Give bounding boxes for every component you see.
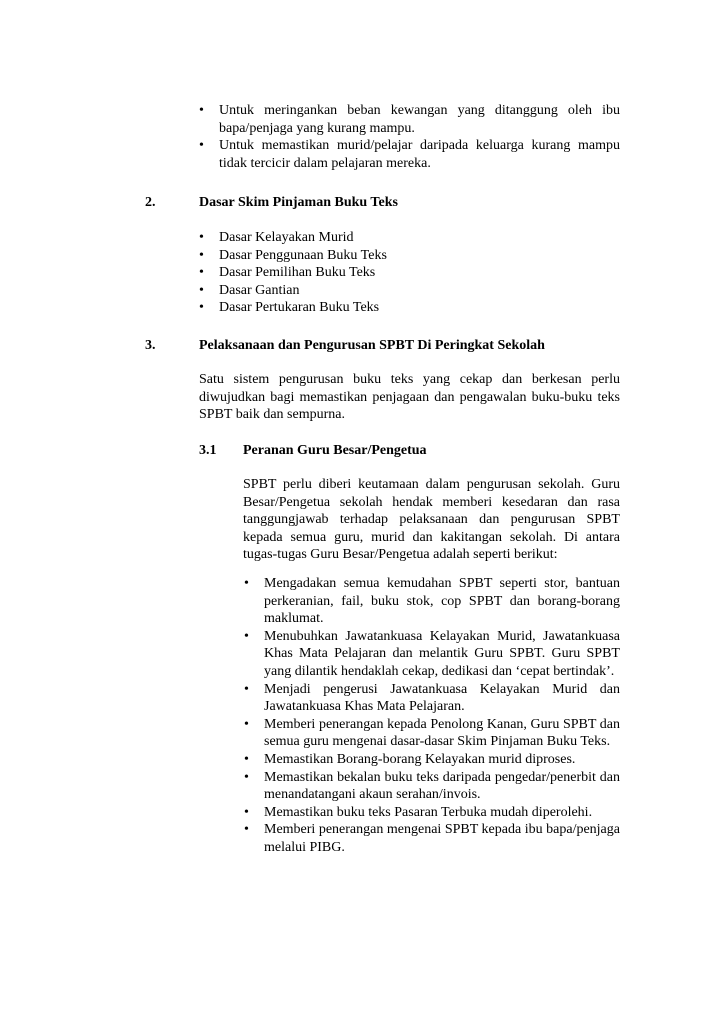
dasar-list	[197, 229, 497, 317]
list-item: • Memastikan Borang-borang Kelayakan murid diproses.	[242, 751, 620, 769]
subsection-number: 3.1	[199, 443, 217, 458]
list-item: • Memastikan buku teks Pasaran Terbuka mudah diperolehi.	[242, 804, 620, 822]
section-number: 3.	[145, 338, 156, 353]
section-heading: Pelaksanaan dan Pengurusan SPBT Di Peringkat Sekolah	[199, 338, 545, 353]
subsection-heading: Peranan Guru Besar/Pengetua	[243, 443, 427, 458]
list-item: • Menubuhkan Jawatankuasa Kelayakan Murid, Jawatankuasa Khas Mata Pelajaran dan melantik Guru SPBT. Guru SPBT yang dilantik hendaklah cekap, dedikasi dan ‘cepat bertindak’.	[242, 628, 620, 681]
list-item: • Menjadi pengerusi Jawatankuasa Kelayakan Murid dan Jawatankuasa Khas Mata Pelajaran.	[242, 681, 620, 716]
subsection-paragraph: SPBT perlu diberi keutamaan dalam pengurusan sekolah. Guru Besar/Pengetua sekolah hendak memberi kesedaran dan rasa tanggungjawab terhadap pelaksanaan dan pengurusan SPBT kepada semua guru, murid dan kakitangan sekolah. Di antara tugas-tugas Guru Besar/Pengetua adalah seperti berikut:	[243, 477, 620, 563]
list-item: • Dasar Kelayakan Murid	[197, 229, 497, 247]
section-heading: Dasar Skim Pinjaman Buku Teks	[199, 195, 398, 210]
list-item: • Memberi penerangan kepada Penolong Kanan, Guru SPBT dan semua guru mengenai dasar-dasar Skim Pinjaman Buku Teks.	[242, 716, 620, 751]
list-item: • Dasar Pertukaran Buku Teks	[197, 299, 497, 317]
duties-list	[242, 575, 620, 857]
list-item: • Untuk memastikan murid/pelajar daripada keluarga kurang mampu tidak tercicir dalam pelajaran mereka.	[197, 137, 620, 172]
list-item: • Memberi penerangan mengenai SPBT kepada ibu bapa/penjaga melalui PIBG.	[242, 821, 620, 856]
top-bullet-list	[197, 102, 620, 172]
list-item: • Mengadakan semua kemudahan SPBT seperti stor, bantuan perkeranian, fail, buku stok, cop SPBT dan borang-borang maklumat.	[242, 575, 620, 628]
section-paragraph: Satu sistem pengurusan buku teks yang cekap dan berkesan perlu diwujudkan bagi memastikan penjagaan dan pengawalan buku-buku teks SPBT baik dan sempurna.	[199, 372, 620, 423]
list-item: • Dasar Penggunaan Buku Teks	[197, 247, 497, 265]
list-item: • Dasar Pemilihan Buku Teks	[197, 264, 497, 282]
section-number: 2.	[145, 195, 156, 210]
list-item: • Dasar Gantian	[197, 282, 497, 300]
list-item: • Memastikan bekalan buku teks daripada pengedar/penerbit dan menandatangani akaun serahan/invois.	[242, 769, 620, 804]
list-item: • Untuk meringankan beban kewangan yang ditanggung oleh ibu bapa/penjaga yang kurang mampu.	[197, 102, 620, 137]
